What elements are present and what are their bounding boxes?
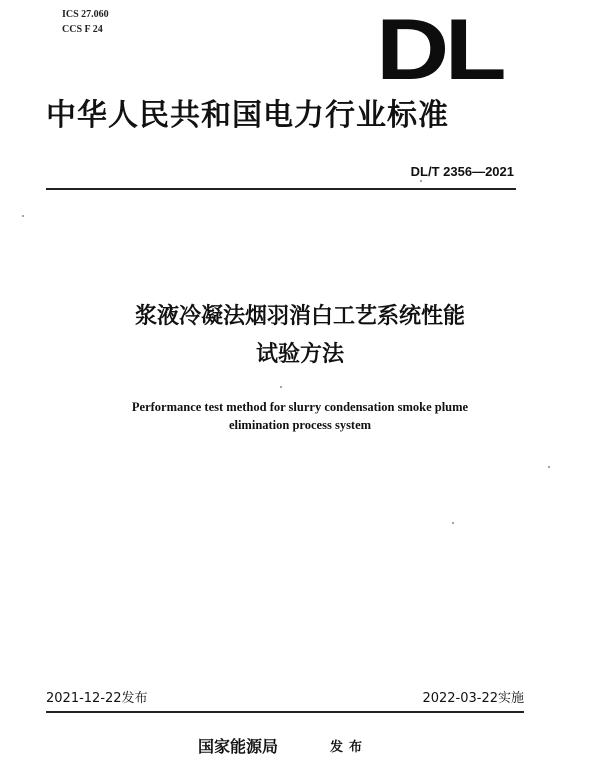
issue-date: 2021-12-22发布 bbox=[46, 691, 148, 706]
dl-logo: DL bbox=[376, 2, 502, 98]
title-english-line-2: elimination process system bbox=[228, 418, 372, 432]
standard-number bbox=[411, 164, 514, 180]
ccs-code: CCS F 24 bbox=[62, 24, 103, 35]
scan-speck bbox=[452, 522, 454, 524]
footer-divider bbox=[46, 711, 524, 713]
ics-code: ICS 27.060 bbox=[62, 9, 109, 20]
scan-speck bbox=[420, 180, 422, 182]
organization-title: 中华人民共和国电力行业标准 bbox=[46, 98, 449, 133]
title-english-line-1: Performance test method for slurry condensation smoke plume bbox=[131, 400, 469, 414]
publisher-name: 国家能源局 bbox=[198, 737, 279, 756]
header-divider bbox=[46, 188, 516, 190]
title-chinese-line-1: 浆液冷凝法烟羽消白工艺系统性能 bbox=[134, 304, 465, 329]
publish-label: 发布 bbox=[330, 740, 369, 755]
scan-speck bbox=[22, 215, 24, 217]
scan-speck bbox=[548, 466, 550, 468]
title-chinese-line-2: 试验方法 bbox=[255, 342, 344, 367]
implementation-date: 2022-03-22实施 bbox=[422, 691, 524, 706]
scan-speck bbox=[280, 386, 282, 388]
standard-number-text: DL/T 2356—2021 bbox=[410, 164, 514, 179]
